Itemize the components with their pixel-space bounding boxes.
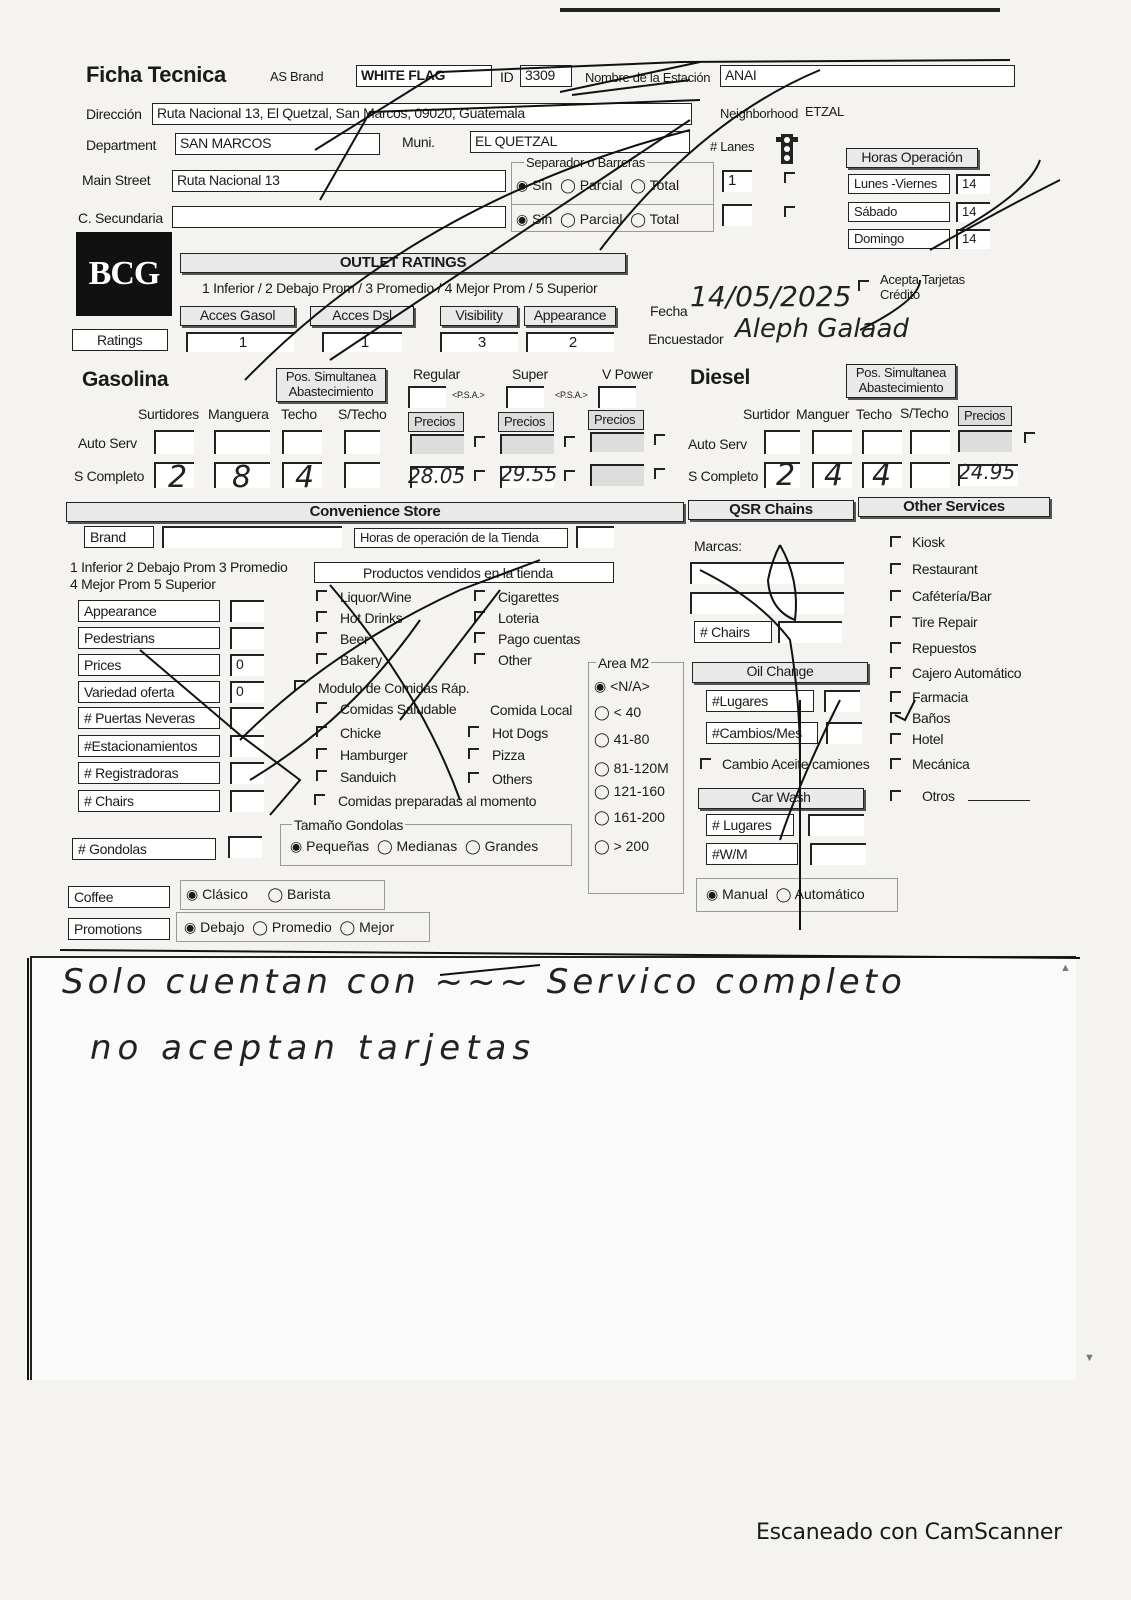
- food-label: Others: [492, 771, 533, 787]
- ratings-acces-dsl-field[interactable]: 1: [322, 332, 402, 352]
- diesel-completo-techo-value: 4: [872, 458, 892, 493]
- hours-saturday-field[interactable]: 14: [956, 202, 990, 222]
- other-services-header: Other Services: [858, 497, 1050, 517]
- modulo-checkbox[interactable]: [294, 680, 305, 691]
- product-label: Other: [498, 652, 532, 668]
- bcg-logo: [76, 232, 172, 316]
- car-wash-button[interactable]: Car Wash: [698, 788, 864, 809]
- area-radio[interactable]: ◉ <N/A>: [594, 678, 650, 694]
- notes-scroll-down-icon[interactable]: ▼: [1084, 1352, 1095, 1364]
- promotions-radios[interactable]: ◉ Debajo ◯ Promedio ◯ Mejor: [184, 919, 395, 935]
- comidas-prep-checkbox[interactable]: [314, 794, 325, 805]
- wash-type-radios[interactable]: ◉ Manual ◯ Automático: [706, 886, 865, 902]
- area-group: [588, 662, 684, 894]
- area-radio[interactable]: ◯ > 200: [594, 838, 649, 854]
- fuel-regular-label: Regular: [413, 366, 460, 382]
- diesel-auto-surtidor[interactable]: [764, 430, 800, 454]
- muni-label: Muni.: [402, 134, 435, 150]
- col-manguera: Manguera: [208, 406, 269, 422]
- food-label: Comidas Saludable: [340, 701, 457, 717]
- cw-lugares-field[interactable]: [808, 814, 864, 836]
- notes-panel[interactable]: [30, 956, 1076, 1380]
- ratings-acces-gasol-label: Acces Gasol: [180, 306, 295, 326]
- station-field[interactable]: ANAI: [720, 65, 1015, 87]
- ratings-label: Ratings: [72, 329, 168, 351]
- completo-regular-cb[interactable]: [474, 470, 485, 481]
- other-service-label: Farmacia: [912, 689, 968, 705]
- row-s-completo: S Completo: [74, 468, 145, 484]
- product-label: Beer: [340, 631, 369, 647]
- store-rating-label: # Chairs: [78, 790, 220, 812]
- tamano-radios[interactable]: ◉ Pequeñas ◯ Medianas ◯ Grandes: [290, 838, 539, 854]
- store-scale-2: 4 Mejor Prom 5 Superior: [70, 576, 216, 592]
- lanes-field-2[interactable]: [722, 204, 752, 226]
- food-label: Sanduich: [340, 769, 396, 785]
- separador-label: Separador o Barreras: [526, 155, 646, 170]
- auto-surtidores[interactable]: [154, 430, 194, 454]
- marcas-field-1[interactable]: [690, 562, 844, 584]
- separador-radio-row-1[interactable]: ◉ Sin ◯ Parcial ◯ Total: [516, 177, 680, 193]
- store-rating-field[interactable]: [230, 762, 264, 784]
- store-rating-label: #Estacionamientos: [78, 735, 220, 757]
- auto-techo[interactable]: [282, 430, 322, 454]
- food-label: Chicke: [340, 725, 381, 741]
- food-label: Hot Dogs: [492, 725, 548, 741]
- acepta-checkbox[interactable]: [858, 280, 869, 291]
- diesel-precios-label: Precios: [958, 406, 1012, 426]
- cw-lugares-label: # Lugares: [706, 814, 794, 836]
- qsr-chairs-field[interactable]: [778, 621, 842, 643]
- other-service-label: Cajero Automático: [912, 665, 1022, 681]
- store-rating-field[interactable]: 0: [230, 681, 264, 703]
- diesel-auto-precio[interactable]: [958, 430, 1012, 452]
- oil-cambios-field[interactable]: [826, 722, 862, 744]
- diesel-completo-stecho[interactable]: [910, 462, 950, 488]
- product-checkbox[interactable]: [316, 590, 327, 601]
- department-field[interactable]: SAN MARCOS: [175, 133, 380, 155]
- other-service-checkbox[interactable]: [890, 758, 901, 769]
- psa-super-box[interactable]: [506, 386, 544, 408]
- store-brand-field[interactable]: [162, 526, 342, 548]
- auto-super-cb[interactable]: [564, 436, 575, 447]
- area-radio[interactable]: ◯ 161-200: [594, 809, 665, 825]
- precios-super-label: Precios: [498, 412, 554, 432]
- coffee-label: Coffee: [68, 886, 170, 908]
- precio-super-value: 29.55: [500, 462, 558, 486]
- store-hours-label: Horas de operación de la Tienda: [354, 528, 568, 548]
- lanes-field-1[interactable]: 1: [722, 170, 752, 192]
- other-service-label: Repuestos: [912, 640, 977, 656]
- diesel-row-completo: S Completo: [688, 468, 759, 484]
- completo-surtidores-value: 2: [168, 460, 188, 495]
- other-service-checkbox[interactable]: [890, 733, 901, 744]
- food-label: Hamburger: [340, 747, 408, 763]
- food-checkbox[interactable]: [468, 772, 479, 783]
- neighborhood-value[interactable]: ETZAL: [805, 104, 844, 119]
- product-checkbox[interactable]: [316, 632, 327, 643]
- ratings-acces-dsl-label: Acces Dsl: [310, 306, 414, 326]
- oil-lugares-label: #Lugares: [706, 690, 814, 712]
- scan-edge: [560, 8, 1000, 12]
- brand-label: AS Brand: [270, 69, 324, 84]
- cambio-aceite-label: Cambio Aceite camiones: [722, 756, 870, 772]
- gasolina-title: Gasolina: [82, 368, 169, 391]
- other-service-checkbox[interactable]: [890, 642, 901, 653]
- psa-super-label: <P.S.A.>: [555, 390, 588, 400]
- other-service-checkbox[interactable]: [890, 616, 901, 627]
- completo-precio-vpower[interactable]: [590, 464, 644, 486]
- diesel-auto-techo[interactable]: [862, 430, 902, 454]
- product-checkbox[interactable]: [474, 632, 485, 643]
- store-rating-label: Prices: [78, 654, 220, 676]
- oil-change-button[interactable]: Oil Change: [692, 662, 868, 683]
- diesel-col-techo: Techo: [856, 406, 892, 422]
- otros-line: [968, 800, 1030, 801]
- qsr-chairs-label: # Chairs: [694, 621, 772, 643]
- product-checkbox[interactable]: [316, 653, 327, 664]
- diesel-precio-value: 24.95: [958, 460, 1016, 484]
- separador-radio-row-2[interactable]: ◉ Sin ◯ Parcial ◯ Total: [516, 211, 680, 227]
- ratings-appearance-label: Appearance: [524, 306, 616, 326]
- diesel-col-stecho: S/Techo: [900, 405, 949, 421]
- other-service-checkbox[interactable]: [890, 790, 901, 801]
- food-checkbox[interactable]: [468, 748, 479, 759]
- diesel-row-auto: Auto Serv: [688, 436, 747, 452]
- diesel-auto-manguer[interactable]: [812, 430, 852, 454]
- store-brand-label: Brand: [84, 526, 154, 548]
- gondolas-label: # Gondolas: [72, 838, 216, 860]
- station-label: Nombre de la Estación: [585, 70, 711, 85]
- psa-regular-box[interactable]: [408, 386, 446, 408]
- store-rating-label: Variedad oferta: [78, 681, 220, 703]
- store-rating-field[interactable]: [230, 627, 264, 649]
- product-checkbox[interactable]: [316, 611, 327, 622]
- diesel-auto-stecho[interactable]: [910, 430, 950, 454]
- main-street-field[interactable]: Ruta Nacional 13: [172, 170, 506, 192]
- precio-regular-value: 28.05: [408, 464, 466, 488]
- auto-vpower-cb[interactable]: [654, 434, 665, 445]
- auto-manguera[interactable]: [214, 430, 270, 454]
- auto-stecho[interactable]: [344, 430, 380, 454]
- hours-row-weekday-label: Lunes -Viernes: [848, 174, 950, 194]
- ratings-visibility-label: Visibility: [440, 306, 518, 326]
- traffic-light-icon: [776, 134, 798, 164]
- row-auto-serv: Auto Serv: [78, 435, 137, 451]
- lanes-checkbox-2[interactable]: [784, 206, 795, 217]
- page-title: Ficha Tecnica: [86, 62, 226, 87]
- other-service-label: Kiosk: [912, 534, 945, 550]
- col-techo: Techo: [281, 406, 317, 422]
- store-rating-field[interactable]: [230, 735, 264, 757]
- lanes-label: # Lanes: [710, 139, 755, 154]
- precios-vpower-label: Precios: [588, 410, 644, 430]
- encuestador-value[interactable]: Aleph Galaad: [735, 314, 909, 344]
- store-hours-field[interactable]: [576, 526, 614, 548]
- id-field[interactable]: 3309: [520, 65, 572, 87]
- comidas-prep-label: Comidas preparadas al momento: [338, 793, 537, 809]
- store-rating-label: Appearance: [78, 600, 220, 622]
- col-stecho: S/Techo: [338, 406, 387, 422]
- other-service-checkbox[interactable]: [890, 667, 901, 678]
- diesel-completo-surtidor-value: 2: [776, 458, 796, 493]
- completo-stecho[interactable]: [344, 462, 380, 488]
- hours-row-saturday-label: Sábado: [848, 202, 950, 222]
- food-checkbox[interactable]: [316, 726, 327, 737]
- wm-field[interactable]: [810, 843, 866, 865]
- other-service-checkbox[interactable]: [890, 691, 901, 702]
- store-scale-1: 1 Inferior 2 Debajo Prom 3 Promedio: [70, 559, 288, 575]
- store-rating-field[interactable]: [230, 600, 264, 622]
- food-label: Pizza: [492, 747, 525, 763]
- diesel-pos-label: Pos. Simultanea Abastecimiento: [846, 364, 956, 398]
- tamano-label: Tamaño Gondolas: [294, 817, 404, 833]
- product-label: Loteria: [498, 610, 539, 626]
- oil-cambios-label: #Cambios/Mes: [706, 722, 818, 744]
- other-service-label: Mecánica: [912, 756, 970, 772]
- psa-vpower-box[interactable]: [598, 386, 636, 408]
- fuel-vpower-label: V Power: [602, 366, 653, 382]
- store-rating-field[interactable]: 0: [230, 654, 264, 676]
- other-service-checkbox[interactable]: [890, 563, 901, 574]
- auto-precio-vpower[interactable]: [590, 432, 644, 452]
- food-checkbox[interactable]: [316, 748, 327, 759]
- fuel-super-label: Super: [512, 366, 548, 382]
- diesel-title: Diesel: [690, 366, 751, 389]
- completo-vpower-cb[interactable]: [654, 468, 665, 479]
- hours-row-sunday-label: Domingo: [848, 229, 950, 249]
- product-label: Liquor/Wine: [340, 589, 412, 605]
- muni-field[interactable]: EL QUETZAL: [470, 131, 690, 153]
- department-label: Department: [86, 137, 157, 153]
- ratings-scale: 1 Inferior / 2 Debajo Prom / 3 Promedio / 4 Mejor Prom / 5 Superior: [202, 280, 598, 296]
- gondolas-field[interactable]: [228, 836, 262, 858]
- diesel-auto-cb[interactable]: [1024, 432, 1035, 443]
- diesel-col-surtidor: Surtidor: [743, 406, 790, 422]
- area-radio[interactable]: ◯ 121-160: [594, 783, 665, 799]
- outlet-ratings-title: OUTLET RATINGS: [180, 253, 626, 273]
- modulo-label: Modulo de Comidas Ráp.: [318, 680, 470, 696]
- auto-precio-regular[interactable]: [410, 434, 464, 454]
- acepta-label: Acepta Tarjetas Crédito: [880, 272, 965, 302]
- col-surtidores: Surtidores: [138, 406, 199, 422]
- notes-scroll-up-icon[interactable]: ▲: [1060, 962, 1071, 974]
- id-label: ID: [500, 69, 514, 85]
- food-checkbox[interactable]: [468, 726, 479, 737]
- store-rating-label: # Puertas Neveras: [78, 707, 220, 729]
- other-service-label: Tire Repair: [912, 614, 978, 630]
- main-street-label: Main Street: [82, 172, 151, 188]
- coffee-radios[interactable]: ◉ Clásico ◯ Barista: [186, 886, 331, 902]
- lanes-checkbox-1[interactable]: [784, 172, 795, 183]
- product-checkbox[interactable]: [474, 611, 485, 622]
- qsr-chains-header: QSR Chains: [688, 500, 854, 520]
- other-service-label: Cafétería/Bar: [912, 588, 992, 604]
- fecha-value[interactable]: 14/05/2025: [690, 280, 852, 313]
- promotions-label: Promotions: [68, 918, 170, 940]
- product-checkbox[interactable]: [474, 590, 485, 601]
- store-rating-label: Pedestrians: [78, 627, 220, 649]
- neighborhood-label: Neighborhood: [720, 106, 799, 121]
- other-service-checkbox[interactable]: [890, 536, 901, 547]
- marcas-field-2[interactable]: [690, 592, 844, 614]
- hours-weekday-field[interactable]: 14: [956, 174, 990, 194]
- bcg-logo-text: BCG: [88, 255, 160, 292]
- area-radio[interactable]: ◯ 81-120M: [594, 760, 669, 776]
- store-rating-label: # Registradoras: [78, 762, 220, 784]
- psa-regular-label: <P.S.A.>: [452, 390, 485, 400]
- camscanner-footer: Escaneado con CamScanner: [756, 1520, 1062, 1545]
- product-label: Pago cuentas: [498, 631, 581, 647]
- fecha-label: Fecha: [650, 303, 688, 319]
- auto-precio-super[interactable]: [500, 434, 554, 454]
- other-service-label: Otros: [922, 788, 955, 804]
- completo-manguera-value: 8: [232, 460, 252, 495]
- convenience-store-header: Convenience Store: [66, 502, 684, 522]
- completo-techo-value: 4: [295, 460, 315, 495]
- ratings-appearance-field[interactable]: 2: [526, 332, 614, 352]
- product-label: Hot Drinks: [340, 610, 403, 626]
- wm-label: #W/M: [706, 843, 798, 865]
- gasolina-pos-label: Pos. Simultanea Abastecimiento: [276, 368, 386, 402]
- store-rating-field[interactable]: [230, 707, 264, 729]
- hours-title[interactable]: Horas Operación: [846, 148, 978, 168]
- brand-field[interactable]: WHITE FLAG: [356, 65, 492, 87]
- other-service-label: Baños: [912, 710, 951, 726]
- ratings-acces-gasol-field[interactable]: 1: [186, 332, 294, 352]
- area-radio[interactable]: ◯ 41-80: [594, 731, 650, 747]
- auto-regular-cb[interactable]: [474, 436, 485, 447]
- oil-lugares-field[interactable]: [824, 690, 860, 712]
- other-service-label: Restaurant: [912, 561, 978, 577]
- product-label: Bakery: [340, 652, 382, 668]
- area-label: Area M2: [598, 655, 649, 671]
- area-radio[interactable]: ◯ < 40: [594, 704, 642, 720]
- products-label: Productos vendidos en la tienda: [314, 562, 614, 583]
- food-checkbox[interactable]: [316, 770, 327, 781]
- encuestador-label: Encuestador: [648, 331, 724, 347]
- completo-super-cb[interactable]: [564, 470, 575, 481]
- comida-local-label: Comida Local: [490, 702, 572, 718]
- notes-line-2: no aceptan tarjetas: [90, 1028, 537, 1068]
- food-checkbox[interactable]: [316, 702, 327, 713]
- diesel-completo-manguer-value: 4: [824, 458, 844, 493]
- notes-line-1: Solo cuentan con ~~~ Servico completo: [62, 962, 906, 1002]
- address-label: Dirección: [86, 106, 142, 122]
- marcas-label: Marcas:: [694, 538, 742, 554]
- other-service-label: Hotel: [912, 731, 944, 747]
- diesel-col-manguer: Manguer: [796, 406, 850, 422]
- c-secundaria-field[interactable]: [172, 206, 506, 228]
- product-checkbox[interactable]: [474, 653, 485, 664]
- other-service-checkbox[interactable]: [890, 712, 901, 723]
- address-field[interactable]: Ruta Nacional 13, El Quetzal, San Marcos, 09020, Guatemala: [152, 103, 692, 125]
- ratings-visibility-field[interactable]: 3: [440, 332, 518, 352]
- product-label: Cigarettes: [498, 589, 559, 605]
- hours-sunday-field[interactable]: 14: [956, 229, 990, 249]
- precios-regular-label: Precios: [408, 412, 464, 432]
- c-secundaria-label: C. Secundaria: [78, 210, 163, 226]
- store-rating-field[interactable]: [230, 790, 264, 812]
- other-service-checkbox[interactable]: [890, 590, 901, 601]
- cambio-aceite-checkbox[interactable]: [700, 758, 711, 769]
